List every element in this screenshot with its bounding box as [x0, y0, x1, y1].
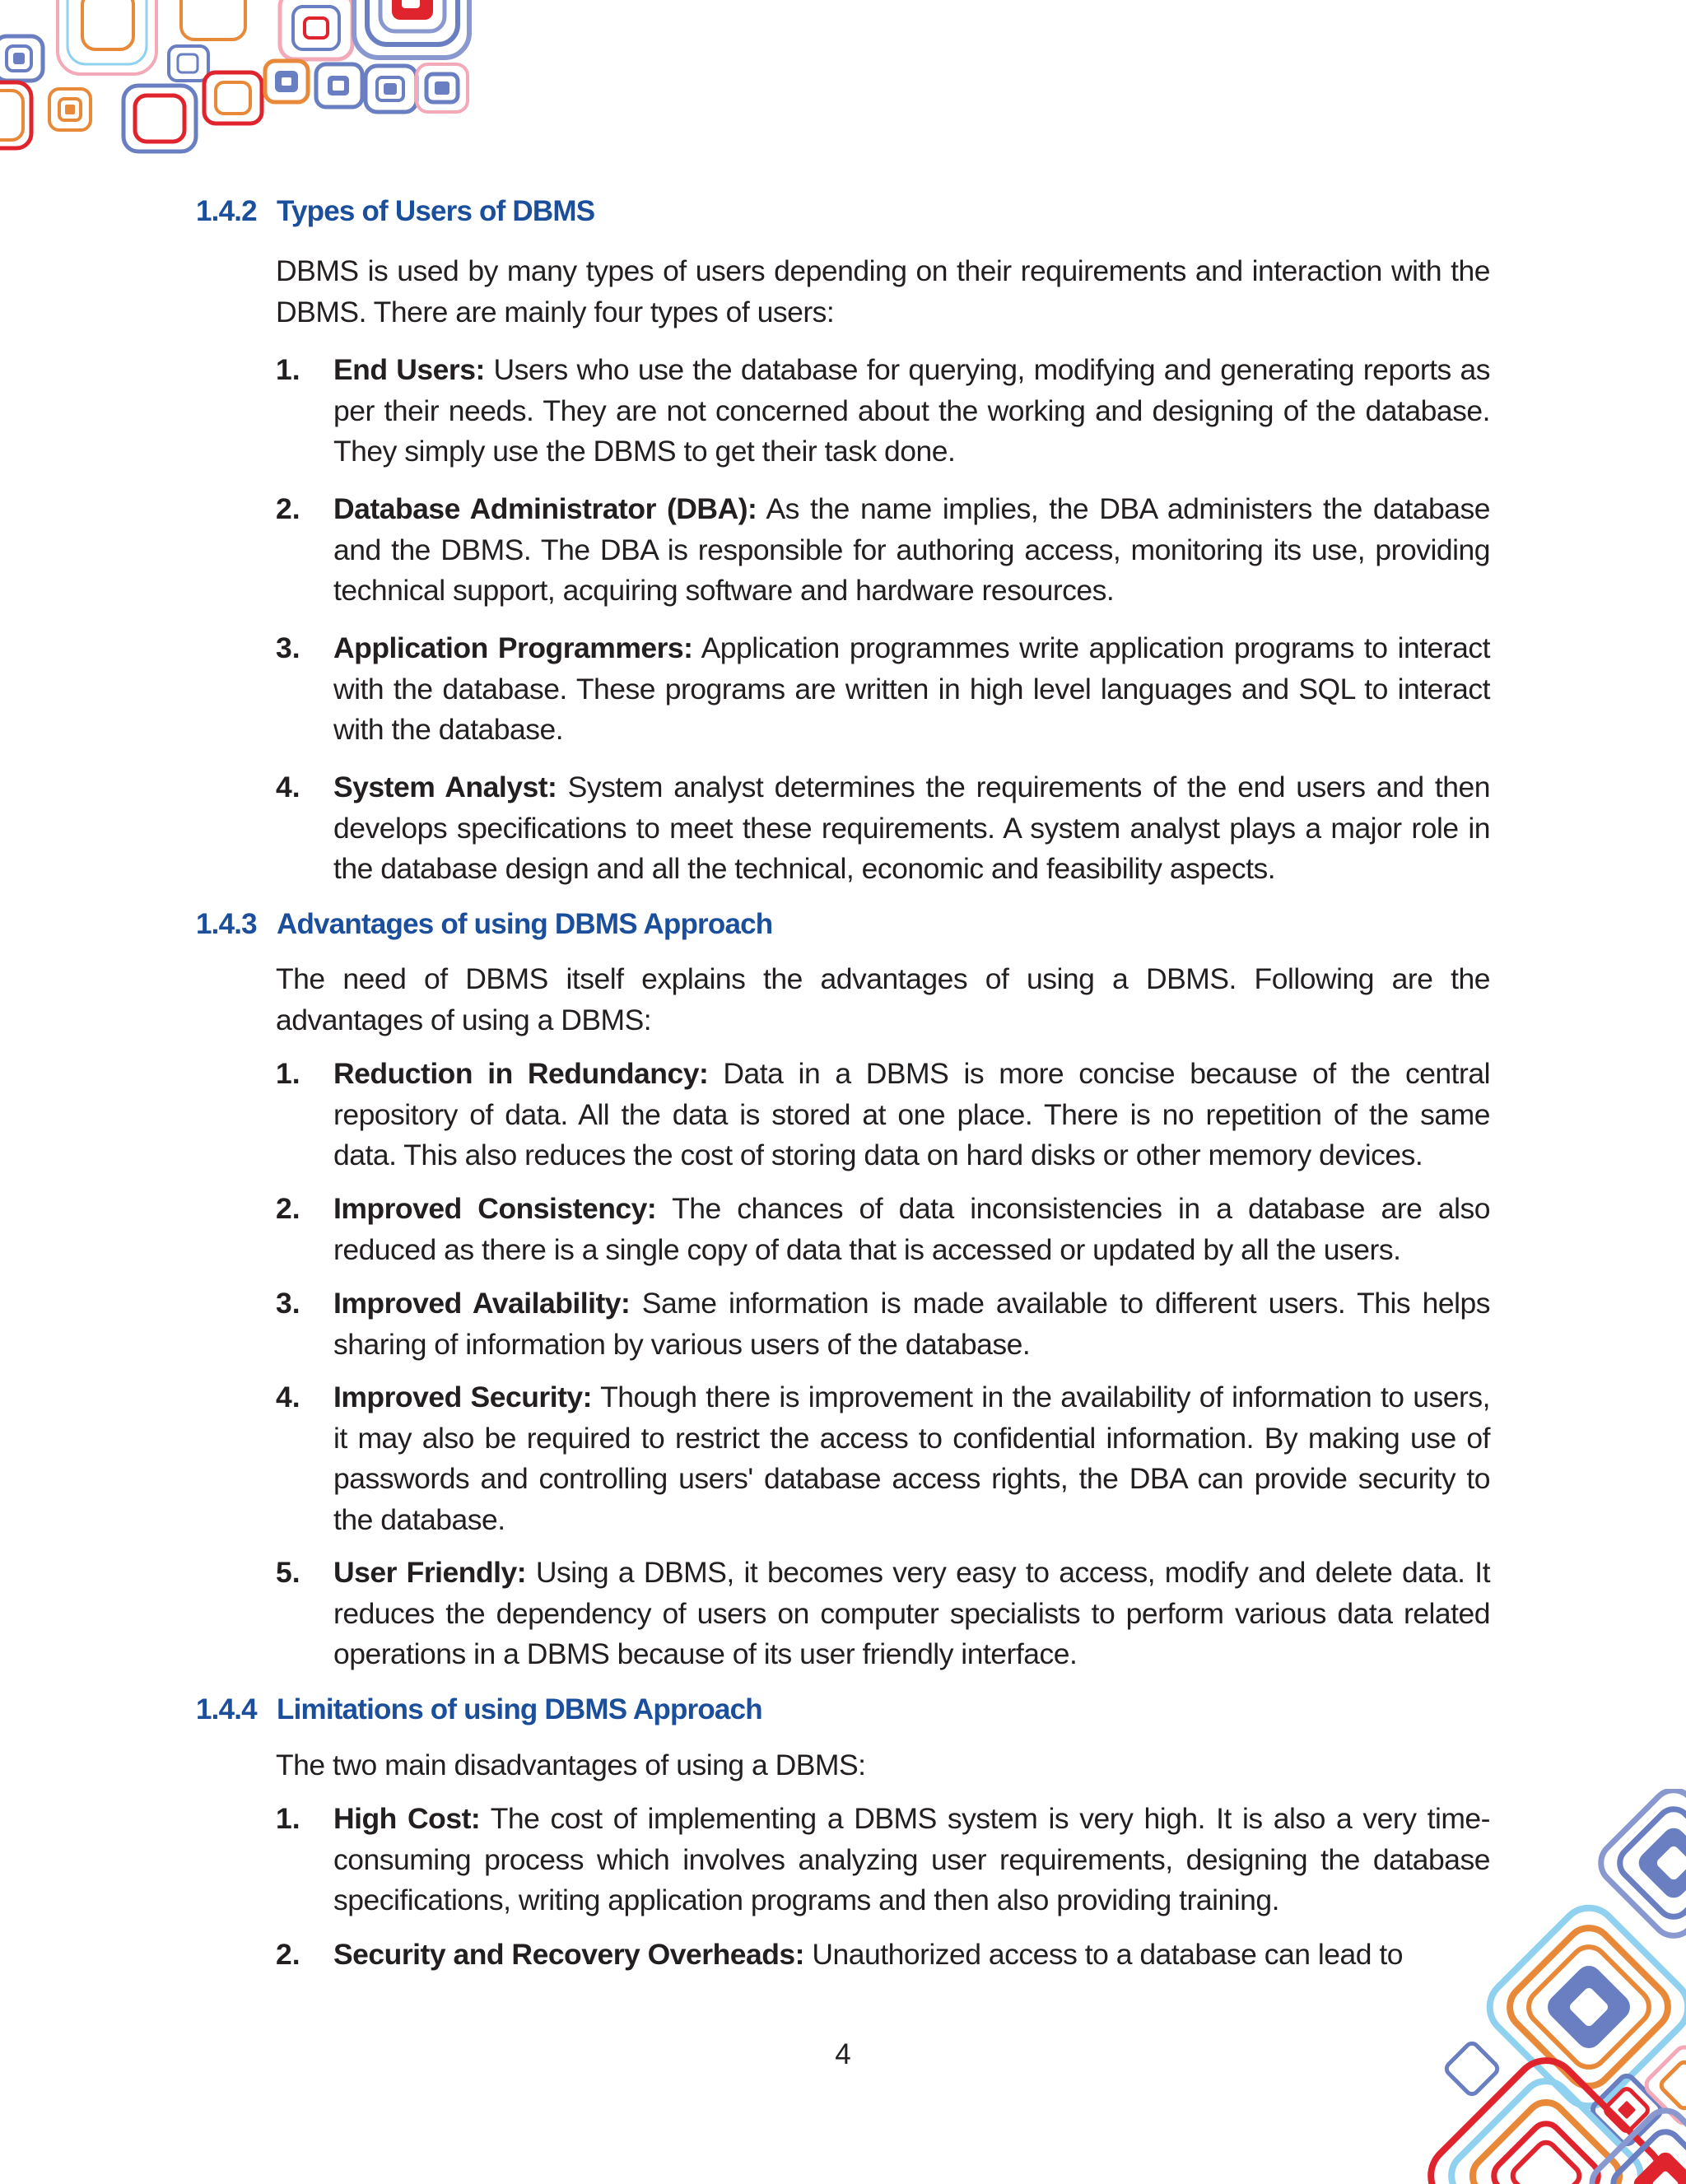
- list-item: [276, 1799, 1490, 1921]
- list-item: [276, 1189, 1490, 1270]
- list-item: [276, 1935, 1490, 1976]
- list-item-text: Though there is improvement in the availability of information to users, it may also be required to restrict the access to confidential information. By making use of passwords and controlling users' database access rights, the DBA can provide security to the database.: [333, 1381, 1490, 1536]
- decorative-squares-top-left: [0, 0, 477, 165]
- list-item-number: 2.: [276, 1938, 300, 1971]
- list-item-term: Improved Availability:: [333, 1287, 631, 1320]
- list-item: [276, 1553, 1490, 1675]
- list-item-term: Application Programmers:: [333, 631, 693, 664]
- list-item-number: 4.: [276, 771, 300, 803]
- section-number: 1.4.3: [196, 908, 257, 940]
- list-item-text: Application programmes write application programs to interact with the database. These programs are written in high level languages and SQL to interact with the database.: [333, 631, 1490, 746]
- list-item-term: End Users:: [333, 353, 485, 386]
- section-number: 1.4.4: [196, 1693, 257, 1725]
- list-item-term: Improved Security:: [333, 1381, 592, 1413]
- list-item-term: Security and Recovery Overheads:: [333, 1938, 804, 1971]
- list-item: [276, 1377, 1490, 1540]
- list-item-number: 3.: [276, 631, 300, 664]
- list-item-term: Database Administrator (DBA):: [333, 492, 757, 525]
- section-title: Types of Users of DBMS: [277, 195, 595, 227]
- section-number: 1.4.2: [196, 195, 257, 227]
- list-item-number: 2.: [276, 492, 300, 525]
- list-item-text: The chances of data inconsistencies in a database are also reduced as there is a single copy of data that is accessed or updated by all the users.: [333, 1192, 1490, 1266]
- list-item-text: As the name implies, the DBA administers the database and the DBMS. The DBA is responsible for authoring access, monitoring its use, providing technical support, acquiring software and hardware resources.: [333, 492, 1490, 607]
- list-item-number: 5.: [276, 1556, 300, 1589]
- list-item-number: 1.: [276, 1802, 300, 1835]
- section-heading-limitations: [196, 1693, 762, 1726]
- section-title: Advantages of using DBMS Approach: [277, 908, 773, 940]
- list-item-number: 3.: [276, 1287, 300, 1320]
- list-item-text: Data in a DBMS is more concise because of the central repository of data. All the data is stored at one place. There is no repetition of the same data. This also reduces the cost of storing data on hard disks or other memory devices.: [333, 1057, 1490, 1171]
- list-item: [276, 1283, 1490, 1365]
- list-item-number: 4.: [276, 1381, 300, 1413]
- section-heading-advantages: [196, 908, 772, 941]
- section-intro: The two main disadvantages of using a DBMS:: [276, 1749, 866, 1781]
- list-item: [276, 767, 1490, 890]
- section-intro: The need of DBMS itself explains the advantages of using a DBMS. Following are the advantages of using a DBMS:: [276, 962, 1490, 1036]
- list-item-term: User Friendly:: [333, 1556, 527, 1589]
- list-item-text: Users who use the database for querying, modifying and generating reports as per their needs. They are not concerned about the working and designing of the database. They simply use the DBMS to get their task done.: [333, 353, 1490, 468]
- page-number: 4: [835, 2038, 851, 2070]
- list-item: [276, 489, 1490, 612]
- section-heading-types-of-users: [196, 195, 594, 228]
- list-item-text: The cost of implementing a DBMS system is very high. It is also a very time-consuming process which involves analyzing user requirements, designing the database specifications, writing application programs and then also providing training.: [333, 1802, 1491, 1916]
- list-item-text: Unauthorized access to a database can lead to: [804, 1938, 1403, 1971]
- list-item-text: Same information is made available to different users. This helps sharing of information by various users of the database.: [333, 1287, 1490, 1361]
- list-item: [276, 628, 1490, 751]
- list-item-term: Reduction in Redundancy:: [333, 1057, 709, 1090]
- section-title: Limitations of using DBMS Approach: [277, 1693, 762, 1725]
- list-item-term: System Analyst:: [333, 771, 557, 803]
- list-item: [276, 1054, 1490, 1176]
- list-item-text: System analyst determines the requirements of the end users and then develops specifications to meet these requirements. A system analyst plays a major role in the database design and all the technical, economic and feasibility aspects.: [333, 771, 1490, 885]
- list-item-number: 1.: [276, 353, 300, 386]
- list-item-number: 2.: [276, 1192, 300, 1225]
- list-item-text: Using a DBMS, it becomes very easy to access, modify and delete data. It reduces the dependency of users on computer specialists to perform various data related operations in a DBMS because of its user friendly interface.: [333, 1556, 1490, 1670]
- list-item-term: Improved Consistency:: [333, 1192, 657, 1225]
- list-item-number: 1.: [276, 1057, 300, 1090]
- section-intro: DBMS is used by many types of users depending on their requirements and interaction with the DBMS. There are mainly four types of users:: [276, 254, 1490, 328]
- list-item-term: High Cost:: [333, 1802, 481, 1835]
- list-item: [276, 350, 1490, 473]
